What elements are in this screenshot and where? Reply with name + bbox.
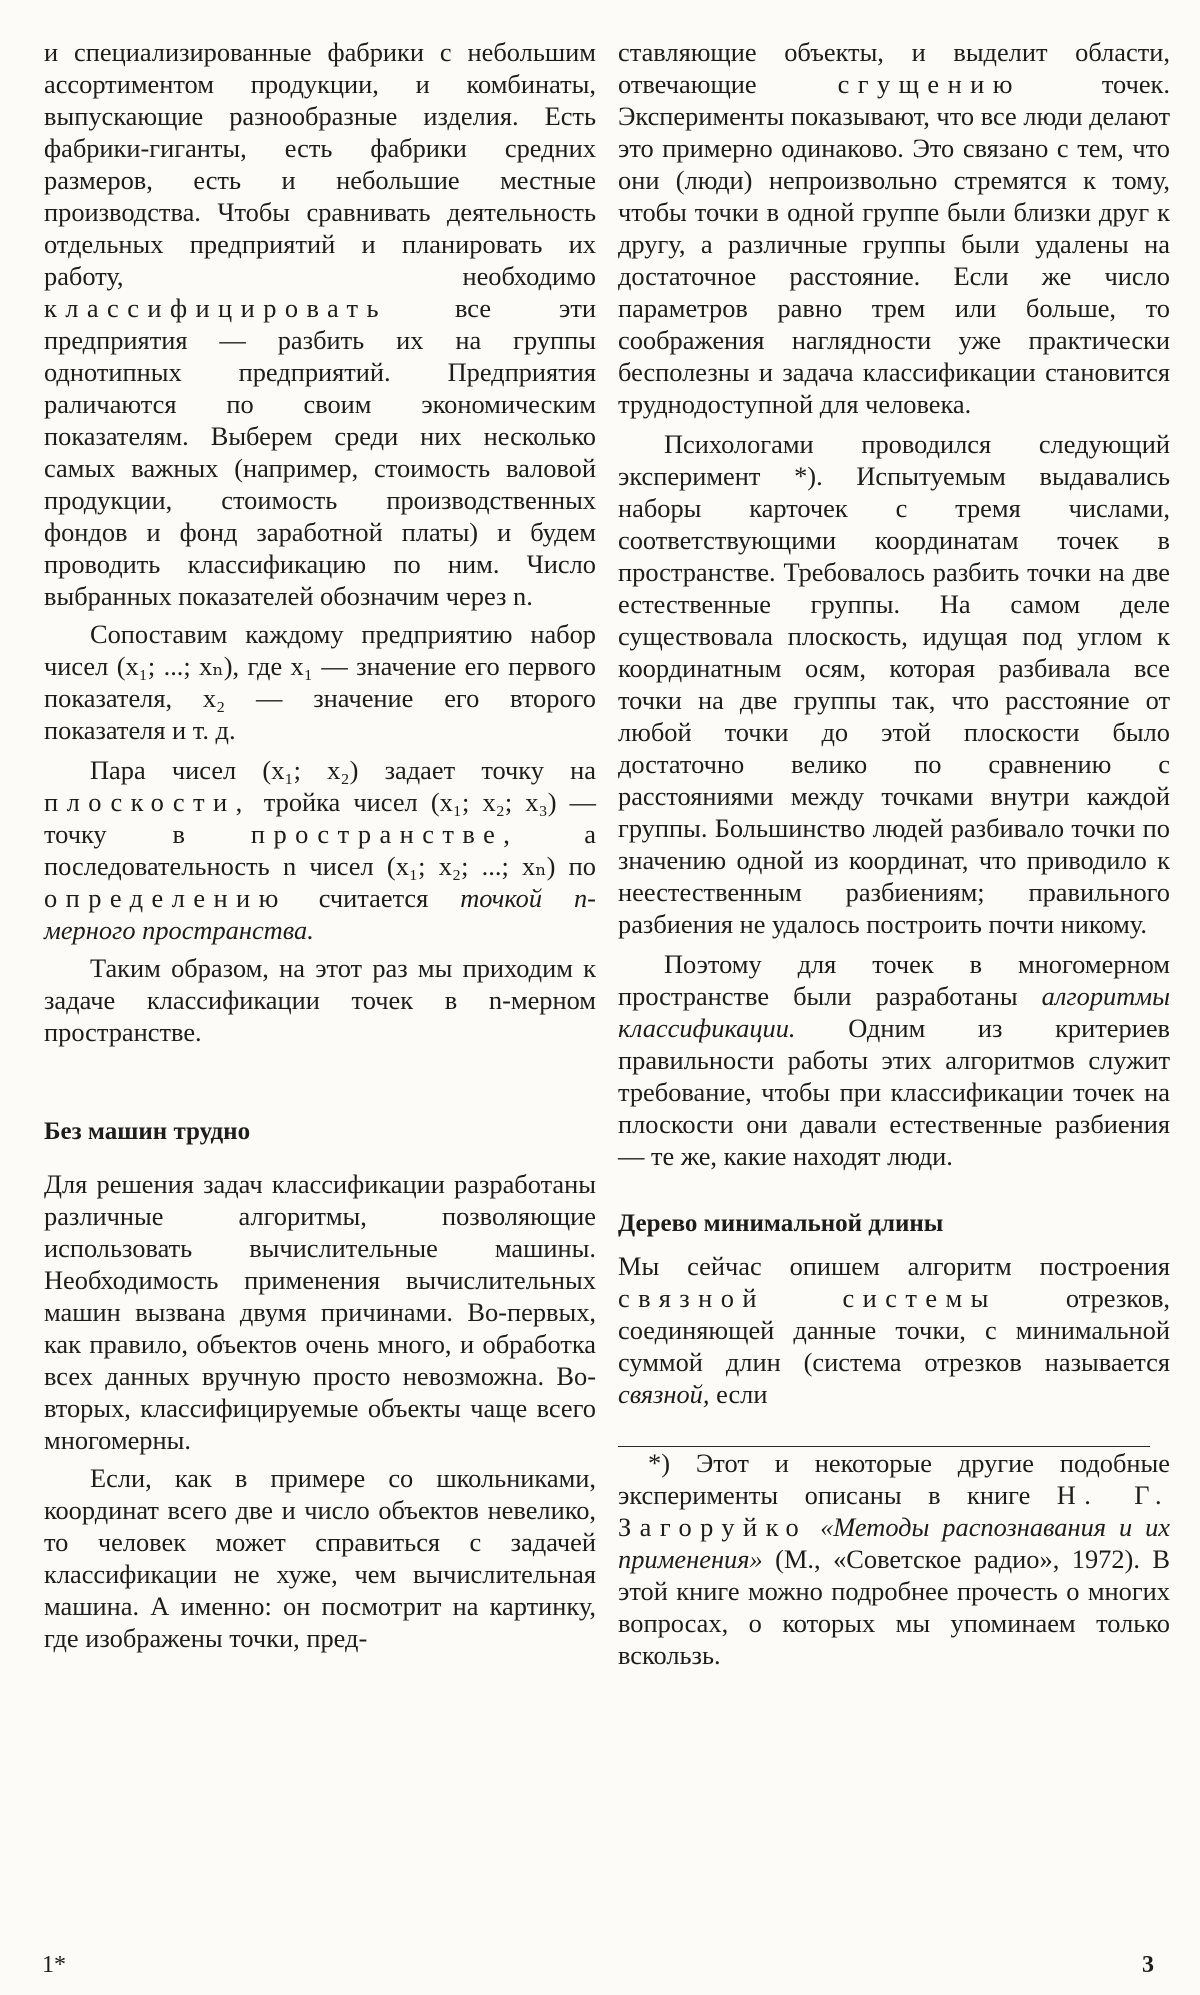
- paragraph: [44, 754, 596, 946]
- spaced-term: связной системы: [618, 1283, 997, 1313]
- page-number: 3: [1142, 1952, 1154, 1978]
- text: отрезков, соединяющей данные точки, с минимальной суммой длин (система отрезков называется: [618, 1283, 1170, 1377]
- text: точек. Эксперименты показывают, что все люди делают это примерно одинаково. Это связано с тем, что они (люди) непроизвольно стремятся к тому, чтобы точки в одной группе были близки друг к другу, а различные группы были удалены на достаточное расстояние. Если же число параметров равно трем или больше, то соображения наглядности уже практически бесполезны и задача классификации становится труднодоступной для человека.: [618, 69, 1170, 419]
- text: считается: [318, 883, 429, 913]
- text: ставляющие объекты, и выделит области, отвечающие: [618, 37, 1170, 99]
- italic-term: связной,: [618, 1379, 710, 1409]
- spaced-term: сгущению: [837, 69, 1021, 99]
- text: Пара чисел (x₁; x₂) задает точку на: [90, 755, 596, 785]
- text: и специализированные фабрики с небольшим ассортиментом продукции, и комбинаты, выпускающие разнообразные изделия. Есть фабрики-гиганты, есть фабрики средних размеров, есть и небольшие местные производства. Чтобы сравнивать деятельность отдельных предприятий и планировать их работу, необходимо: [44, 37, 596, 291]
- spaced-term: пространстве,: [250, 819, 519, 849]
- spaced-term: определению: [44, 883, 287, 913]
- text: все эти предприятия — разбить их на группы однотипных предприятий. Предприятия раличаются по своим экономическим показателям. Выберем среди них несколько самых важных (например, стоимость валовой продукции, стоимость производственных фондов и фонд заработной платы) и будем проводить классификацию по ним. Число выбранных показателей обозначим через n.: [44, 293, 596, 611]
- section-heading: Без машин трудно: [44, 1118, 251, 1145]
- text: Поэтому для точек в многомерном пространстве были разработаны: [618, 949, 1170, 1011]
- text: а последовательность n чисел (x₁; x₂; ...; xₙ) по: [44, 819, 596, 881]
- paragraph: [44, 36, 596, 612]
- text: Одним из критериев правильности работы этих алгоритмов служит требование, чтобы при классификации точек на плоскости они давали естественные разбиения — те же, какие находят люди.: [618, 1013, 1170, 1171]
- paragraph: [618, 36, 1170, 420]
- paragraph: Таким образом, на этот раз мы приходим к задаче классификации точек в n-мерном пространстве.: [44, 953, 596, 1047]
- paragraph: [618, 948, 1170, 1172]
- right-column: [618, 36, 1170, 1671]
- footnote: [618, 1447, 1170, 1671]
- paragraph: Психологами проводился следующий эксперимент *). Испытуемым выдавались наборы карточек с тремя числами, соответствующими координатам точек в пространстве. Требовалось разбить точки на две естественные группы. На самом деле существовала плоскость, идущая под углом к координатным осям, которая разбивала все точки на две группы так, что расстояние от любой точки до этой плоскости было достаточно велико по сравнению с расстояниями между точками внутри каждой группы. Большинство людей разбивало точки по значению одной из координат, что приводило к неестественным разбиениям; правильного разбиения не удалось построить почти никому.: [618, 429, 1170, 939]
- italic-term: точкой n-мерного пространства.: [44, 883, 596, 945]
- italic-term: алгоритмы классификации.: [618, 981, 1170, 1043]
- text: *) Этот и некоторые другие подобные эксперименты описаны в книге: [618, 1448, 1170, 1510]
- text: если: [716, 1379, 768, 1409]
- italic-term: «Методы распознавания и их применения»: [618, 1512, 1170, 1574]
- signature-mark: 1*: [42, 1952, 66, 1978]
- left-column: [44, 36, 596, 1654]
- text: (М., «Советское радио», 1972). В этой книге можно подробнее прочесть о многих вопросах, о которых мы упоминаем только вскользь.: [618, 1544, 1170, 1670]
- paragraph: Для решения задач классификации разработаны различные алгоритмы, позволяющие использовать вычислительные машины. Необходимость применения вычислительных машин вызвана двумя причинами. Во-первых, как правило, объектов очень много, и обработка всех данных вручную просто невозможна. Во-вторых, классифицируемые объекты чаще всего многомерны.: [44, 1169, 596, 1455]
- text: Мы сейчас опишем алгоритм построения: [618, 1251, 1170, 1281]
- spaced-term: плоскости,: [44, 787, 251, 817]
- text: тройка чисел (x₁; x₂; x₃) — точку в: [44, 787, 596, 849]
- paragraph: Сопоставим каждому предприятию набор чисел (x₁; ...; xₙ), где x₁ — значение его первого показателя, x₂ — значение его второго показателя и т. д.: [44, 619, 596, 745]
- section-heading: Дерево минимальной длины: [618, 1210, 944, 1237]
- paragraph: [618, 1250, 1170, 1410]
- spaced-term: Н. Г. Загоруйко: [618, 1480, 1170, 1542]
- spaced-term: классифицировать: [44, 293, 387, 323]
- paragraph: Если, как в примере со школьниками, координат всего две и число объектов невелико, то человек может справиться с задачей классификации не хуже, чем вычислительная машина. А именно: он посмотрит на картинку, где изображены точки, пред-: [44, 1463, 596, 1653]
